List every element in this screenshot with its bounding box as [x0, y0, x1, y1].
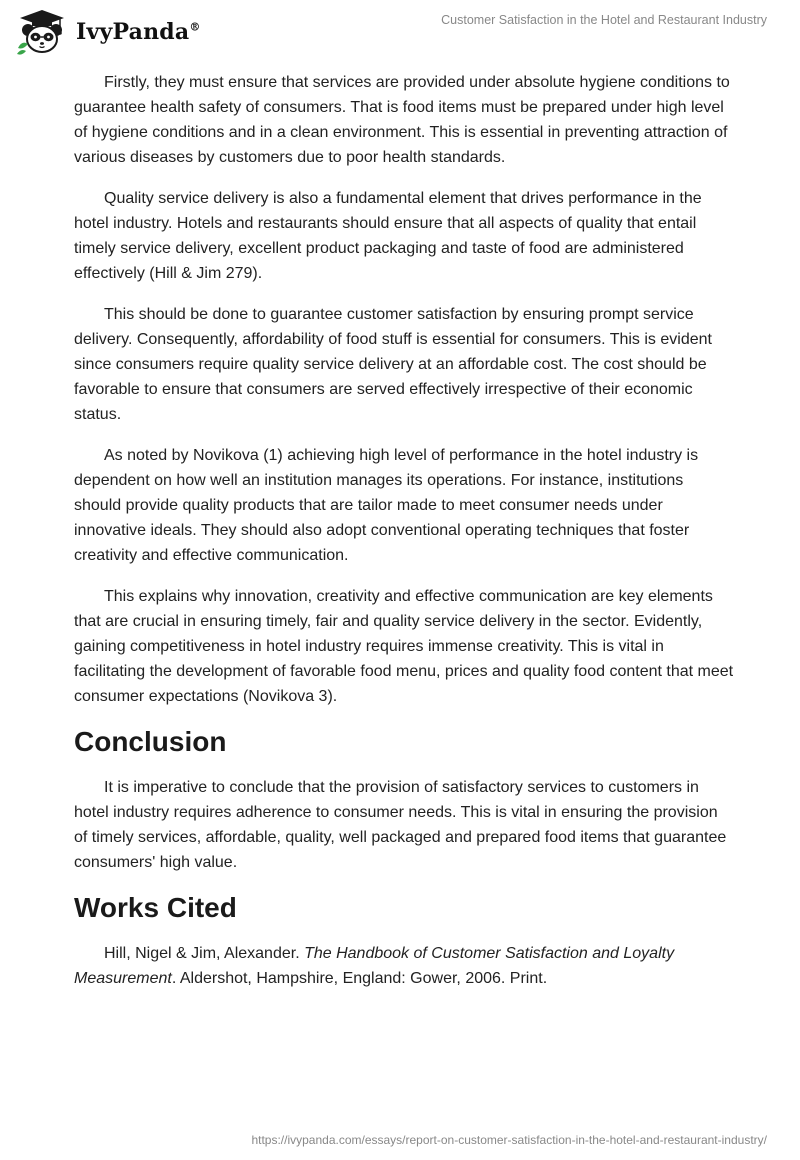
source-url[interactable]: https://ivypanda.com/essays/report-on-customer-satisfaction-in-the-hotel-and-restaurant-industry/ [251, 1133, 767, 1147]
brand-name: IvyPanda® [76, 19, 201, 45]
works-cited-heading: Works Cited [74, 892, 237, 923]
body-paragraph: Firstly, they must ensure that services are provided under absolute hygiene conditions to guarantee health safety of consumers. That is food items must be prepared under high level of hygiene conditions and in a clean environment. This is essential in preventing attraction of various diseases by customers due to poor health standards. [74, 74, 730, 166]
page-header [0, 0, 800, 60]
conclusion-paragraph: It is imperative to conclude that the provision of satisfactory services to customers in hotel industry requires adherence to consumer needs. This is vital in ensuring the provision of timely services, affordable, quality, well packaged and prepared food items that guarantee consumers' high value. [74, 779, 727, 871]
body-paragraph: As noted by Novikova (1) achieving high level of performance in the hotel industry is dependent on how well an institution manages its operations. For instance, institutions should provide quality products that are tailor made to meet consumer needs under innovative ideals. They should also adopt conventional operating techniques that foster creativity and effective communication. [74, 447, 699, 564]
panda-graduate-icon [14, 8, 70, 56]
body-paragraph: This explains why innovation, creativity and effective communication are key elements that are crucial in ensuring timely, fair and quality service delivery in the sector. Evidently, gaining competitiveness in hotel industry requires immense creativity. This is vital in facilitating the development of favorable food menu, prices and quality food content that meet consumer expectations (Novikova 3). [74, 588, 734, 705]
citation-publication: . Aldershot, Hampshire, England: Gower, 2006. Print. [171, 970, 548, 987]
registered-mark: ® [189, 20, 201, 34]
brand-logo[interactable] [14, 8, 201, 56]
body-paragraph: Quality service delivery is also a fundamental element that drives performance in the hotel industry. Hotels and restaurants should ensure that all aspects of quality that entail timely service delivery, excellent product packaging and taste of food are administered effectively (Hill & Jim 279). [74, 190, 702, 282]
conclusion-heading: Conclusion [74, 726, 227, 757]
essay-body [74, 70, 734, 1007]
citation-title: The Handbook of Customer Satisfaction and Loyalty Measurement [74, 945, 675, 987]
document-title: Customer Satisfaction in the Hotel and Restaurant Industry [441, 13, 767, 27]
citation-authors: Hill, Nigel & Jim, Alexander. [104, 945, 305, 962]
body-paragraph: This should be done to guarantee customer satisfaction by ensuring prompt service delivery. Consequently, affordability of food stuff is essential for consumers. This is evident since consumers require quality service delivery at an affordable cost. The cost should be favorable to ensure that consumers are served effectively irrespective of their economic status. [74, 306, 712, 423]
citation-entry [74, 941, 734, 991]
